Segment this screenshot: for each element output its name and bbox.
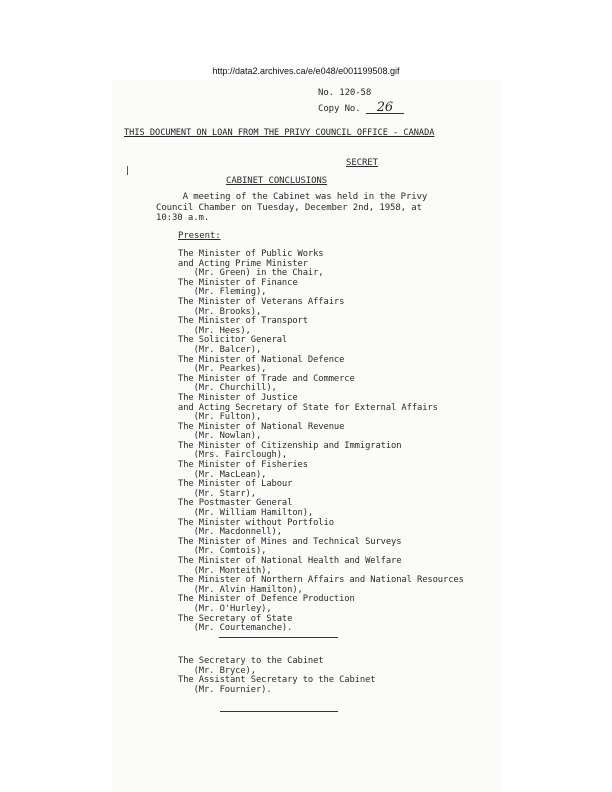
document-number: No. 120-58 bbox=[318, 88, 372, 98]
secretariat-list: The Secretary to the Cabinet (Mr. Bryce), The Assistant Secretary to the Cabinet (Mr. Fournier). bbox=[178, 656, 376, 695]
present-label: Present: bbox=[178, 231, 221, 241]
copy-number-handwritten: 26 bbox=[366, 103, 404, 114]
attendee-list: The Minister of Public Works and Acting Prime Minister (Mr. Green) in the Chair, The Minister of Finance (Mr. Fleming), The Minister of Veterans Affairs (Mr. Brooks), The Minister of Transport (Mr. Hees), The Solicitor General (Mr. Balcer), The Minister of National Defence (Mr. Pearkes), The Minister of Trade and Commerce (Mr. Churchill), The Minister of Justice and Acting Secretary of State for External Affairs (Mr. Fulton), The Minister of National Revenue (Mr. Nowlan), The Minister of Citizenship and Immigration (Mrs. Fairclough), The Minister of Fisheries (Mr. MacLean), The Minister of Labour (Mr. Starr), The Postmaster General (Mr. William Hamilton), The Minister without Portfolio (Mr. Macdonnell), The Minister of Mines and Technical Surveys (Mr. Comtois), The Minister of National Health and Welfare (Mr. Monteith), The Minister of Northern Affairs and National Resources (Mr. Alvin Hamilton), The Minister of Defence Production (Mr. O'Hurley), The Secretary of State (Mr. Courtemanche). bbox=[178, 249, 464, 634]
copy-number-line bbox=[318, 100, 404, 115]
document-heading: CABINET CONCLUSIONS bbox=[226, 176, 328, 186]
divider-rule-bottom bbox=[220, 711, 338, 712]
divider-rule bbox=[219, 637, 338, 638]
classification-label: SECRET bbox=[346, 158, 378, 168]
copy-label: Copy No. bbox=[318, 104, 361, 114]
loan-notice: THIS DOCUMENT ON LOAN FROM THE PRIVY COUNCIL OFFICE - CANADA bbox=[124, 128, 435, 138]
intro-paragraph: A meeting of the Cabinet was held in the Privy Council Chamber on Tuesday, December 2nd, 1958, at 10:30 a.m. bbox=[156, 192, 428, 223]
margin-mark bbox=[127, 166, 128, 175]
source-url: http://data2.archives.ca/e/e048/e001199508.gif bbox=[212, 66, 400, 76]
